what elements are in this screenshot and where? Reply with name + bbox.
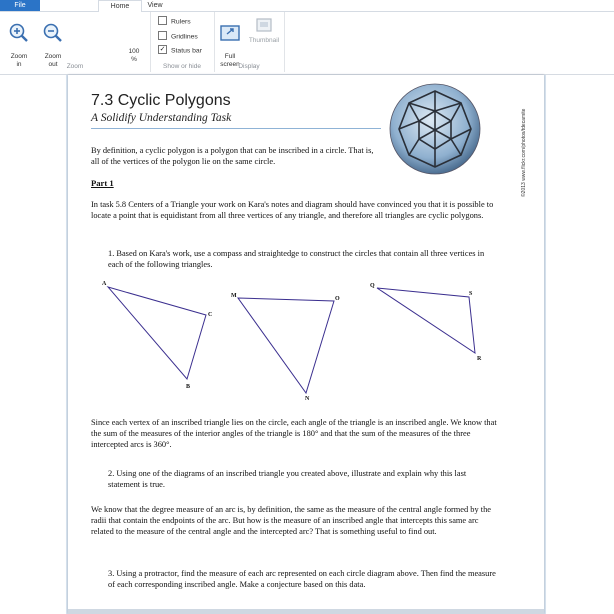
document-viewer[interactable]: [0, 75, 614, 614]
question-2: 2. Using one of the diagrams of an inscribed triangle you created above, illustrate and explain why this last statement is true.: [108, 469, 467, 489]
rulers-label: Rulers: [171, 18, 191, 26]
vertex-label-r: R: [477, 356, 482, 362]
intro-paragraph: By definition, a cyclic polygon is a polygon that can be inscribed in a circle. That is, all of the vertices of the polygon lie on the same circle.: [91, 146, 374, 166]
triangle-qsr: [377, 288, 475, 353]
rulers-checkbox[interactable]: [158, 17, 191, 27]
zoom-100-label: 100 %: [128, 48, 140, 63]
display-group-label: Display: [238, 63, 260, 70]
status-bar-checkbox[interactable]: [158, 46, 202, 56]
task-paragraph: In task 5.8 Centers of a Triangle your work on Kara's notes and diagram should have convinced you that it is possible to locate a point that is equidistant from all three vertices of any triangle, and therefore all triangles are cyclic polygons.: [91, 200, 494, 220]
question-1: 1. Based on Kara's work, use a compass and straightedge to construct the circles that contain all three vertices in each of the following triangles.: [108, 249, 485, 269]
status-bar-label: Status bar: [171, 47, 202, 55]
page-subtitle: A Solidify Understanding Task: [91, 112, 232, 124]
vertex-label-n: N: [305, 396, 310, 402]
tab-home[interactable]: Home: [98, 0, 142, 12]
zoom-group-label: Zoom: [66, 63, 84, 70]
photo-credit: [512, 85, 527, 197]
gridlines-checkbox-box[interactable]: [158, 31, 167, 40]
zoom-in-button[interactable]: [6, 14, 32, 69]
geodesic-dome-photo: [389, 83, 481, 175]
horizontal-scrollbar[interactable]: [68, 609, 544, 614]
photo-credit-text: ©2013 www.flickr.com/photos/tdecamite: [521, 108, 527, 197]
zoom-in-label: Zoom in: [10, 53, 28, 68]
ribbon-tab-bar: [0, 0, 614, 12]
inscribed-angle-paragraph: Since each vertex of an inscribed triangle lies on the circle, each angle of the triangle is an inscribed angle. We know that the sum of the measures of the interior angles of the triangle is 180° and that the sum of the measures of the three intercepted arcs is 360°.: [91, 418, 497, 449]
viewer-right-margin: [546, 75, 614, 614]
zoom-out-label: Zoom out: [44, 53, 62, 68]
tab-file[interactable]: File: [0, 0, 40, 11]
vertex-label-c: C: [208, 312, 213, 318]
triangle-mon: [238, 298, 334, 393]
vertex-label-s: S: [469, 291, 473, 297]
thumbnail-icon: [253, 14, 275, 36]
zoom-out-button[interactable]: [40, 14, 66, 69]
thumbnail-label: Thumbnail: [248, 37, 280, 44]
full-screen-label: Full screen: [220, 53, 240, 68]
question-3: 3. Using a protractor, find the measure of each arc represented on each circle diagram above. Then find the measure of each corresponding inscribed angle. Make a conjecture based on this data.: [108, 569, 496, 589]
gridlines-checkbox[interactable]: [158, 32, 198, 42]
zoom-group: [0, 12, 151, 72]
page-title: 7.3 Cyclic Polygons: [91, 92, 231, 109]
display-group: [214, 12, 285, 72]
tab-view[interactable]: View: [147, 2, 163, 9]
zoom-100-button[interactable]: [122, 40, 146, 64]
gridlines-label: Gridlines: [171, 33, 198, 41]
vertex-label-q: Q: [370, 283, 375, 289]
vertex-label-b: B: [186, 384, 191, 390]
arc-measure-paragraph: We know that the degree measure of an arc is, by definition, the same as the measure of the central angle formed by the radii that contain the endpoints of the arc. But how is the measure of an inscribed angle that intercepts this same arc related to the measure of the central angle and the intercepted arc? That is something useful to find out.: [91, 505, 492, 536]
zoom-out-icon: [42, 22, 64, 44]
full-screen-icon: [219, 22, 241, 44]
vertex-label-a: A: [102, 281, 107, 287]
vertex-label-m: M: [231, 293, 237, 299]
status-bar-checkbox-box[interactable]: ✓: [159, 46, 166, 53]
document-page: [68, 75, 544, 614]
rulers-checkbox-box[interactable]: [158, 16, 167, 25]
ribbon: [0, 12, 614, 75]
viewer-left-margin: [0, 75, 66, 614]
show-hide-group-label: Show or hide: [163, 63, 201, 70]
title-divider: [91, 128, 381, 129]
vertex-label-o: O: [335, 296, 340, 302]
thumbnail-button[interactable]: [244, 14, 284, 45]
zoom-in-icon: [8, 22, 30, 44]
part-1-heading: Part 1: [91, 178, 114, 188]
triangle-diagrams: [98, 278, 518, 402]
triangle-acb: [108, 287, 206, 379]
full-screen-button[interactable]: [216, 14, 244, 69]
